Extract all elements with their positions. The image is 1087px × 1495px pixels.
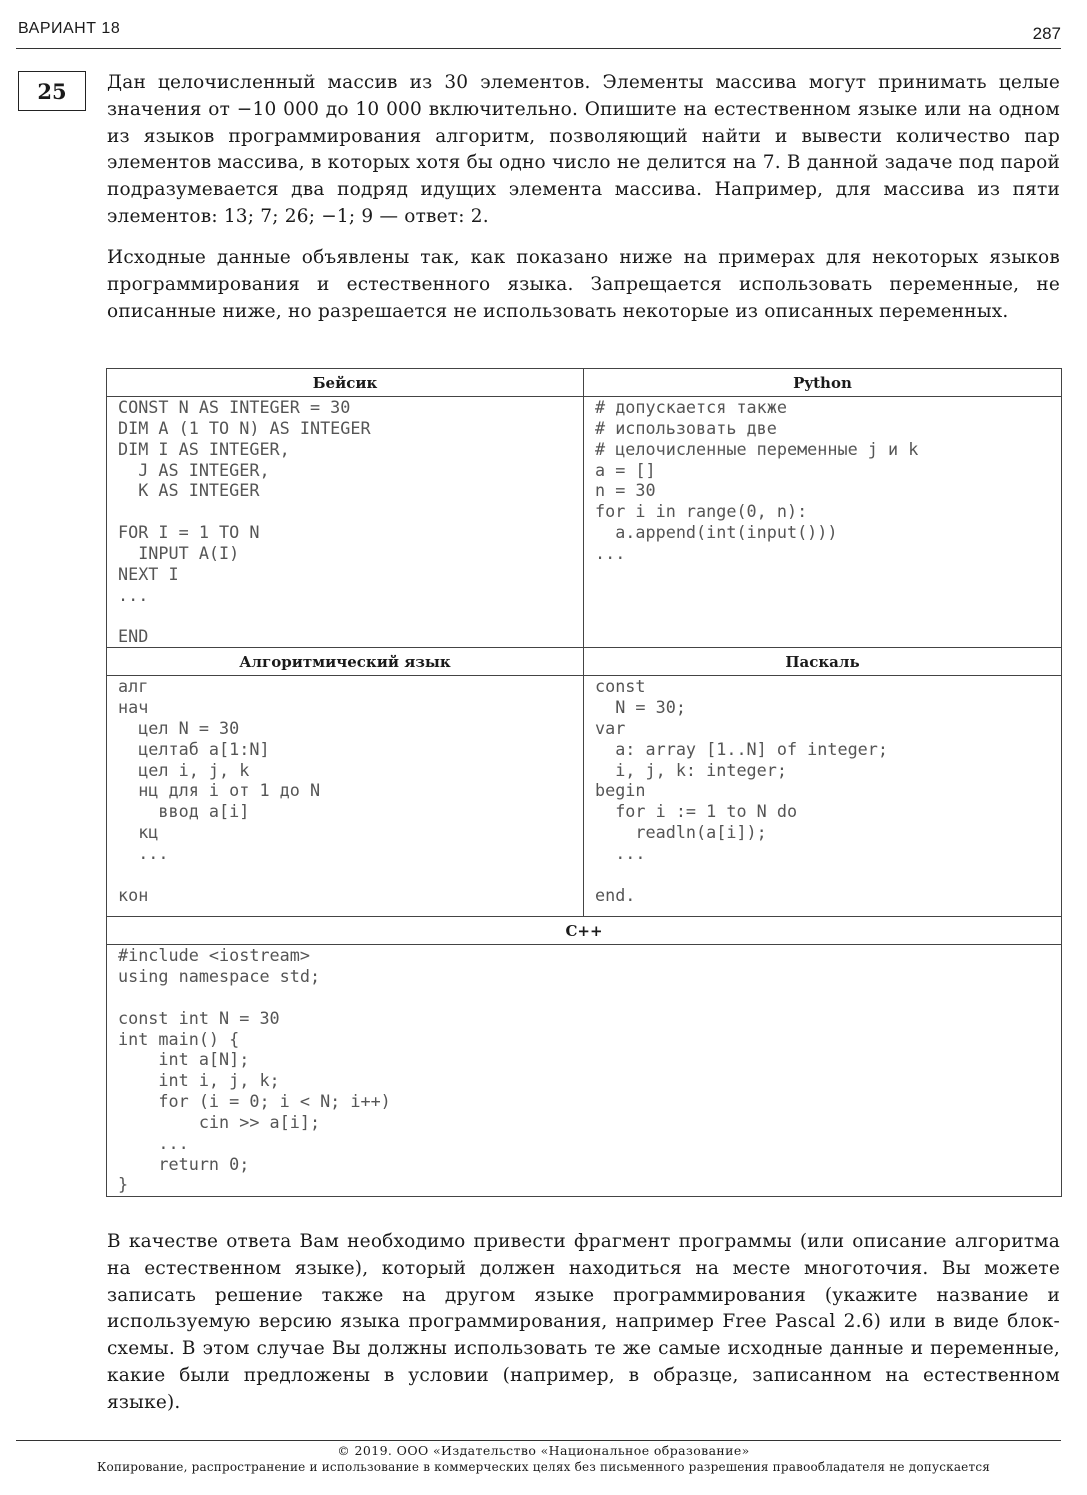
algorithmic-header: Алгоритмический язык [107,648,584,676]
python-header: Python [584,369,1062,397]
cpp-cell [107,945,1062,1197]
footer-copyright: © 2019. ООО «Издательство «Национальное образование» [337,1443,750,1458]
algorithmic-cell [107,676,584,917]
pascal-cell [584,676,1062,917]
basic-code: CONST N AS INTEGER = 30 DIM A (1 TO N) AS INTEGER DIM I AS INTEGER, J AS INTEGER, K AS INTEGER FOR I = 1 TO N INPUT A(I) NEXT I ... END [118,397,371,647]
algorithmic-code: алг нач цел N = 30 целтаб a[1:N] цел i, j, k нц для i от 1 до N ввод a[i] кц ... кон [118,676,321,905]
task-number-box [18,71,86,111]
pascal-header: Паскаль [584,648,1062,676]
page-number: 287 [1032,24,1061,43]
task-number: 25 [37,78,67,104]
basic-cell [107,397,584,648]
footer-divider [16,1440,1061,1441]
python-code: # допускается также # использовать две # целочисленные переменные j и k a = [] n = 30 for i in range(0, n): a.append(int(input())) ... [595,397,919,563]
task-statement: Дан целочисленный массив из 30 элементов. Элементы массива могут принимать целые значения от −10 000 до 10 000 включительно. Опишите на естественном языке или на одном из языков программирования алгоритм, позволяющий найти и вывести количество пар элементов массива, в которых хотя бы одно число не делится на 7. В данной задаче под парой подразумевается два подряд идущих элемента массива. Например, для массива из пяти элементов: 13; 7; 26; −1; 9 — ответ: 2. [107,72,1060,227]
code-samples-table [106,368,1062,1197]
header-divider [16,48,1061,49]
basic-header: Бейсик [107,369,584,397]
answer-instructions: В качестве ответа Вам необходимо привести фрагмент программы (или описание алгоритма на естественном языке), который должен находиться на месте многоточия. Вы можете записать решение также на другом языке программирования (укажите название и используемую версию языка программирования, например Free Pascal 2.6) или в виде блок-схемы. В этом случае Вы должны использовать те же самые исходные данные и переменные, какие были предложены в условии (например, в образце, записанном на естественном языке). [107,1231,1060,1413]
pascal-code: const N = 30; var a: array [1..N] of integer; i, j, k: integer; begin for i := 1 to N do readln(a[i]); ... end. [595,676,888,905]
data-declaration-note: Исходные данные объявлены так, как показано ниже на примерах для некоторых языков программирования и естественного языка. Запрещается использовать переменные, не описанные ниже, но разрешается не использовать некоторые из описанных переменных. [107,247,1060,322]
variant-label: ВАРИАНТ 18 [18,20,121,37]
cpp-header: C++ [107,917,1062,945]
python-cell [584,397,1062,648]
footer-notice: Копирование, распространение и использование в коммерческих целях без письменного разрешения правообладателя не допускается [96,1460,991,1474]
cpp-code: #include <iostream> using namespace std; const int N = 30 int main() { int a[N]; int i, j, k; for (i = 0; i < N; i++) cin >> a[i]; ... return 0; } [118,945,391,1195]
